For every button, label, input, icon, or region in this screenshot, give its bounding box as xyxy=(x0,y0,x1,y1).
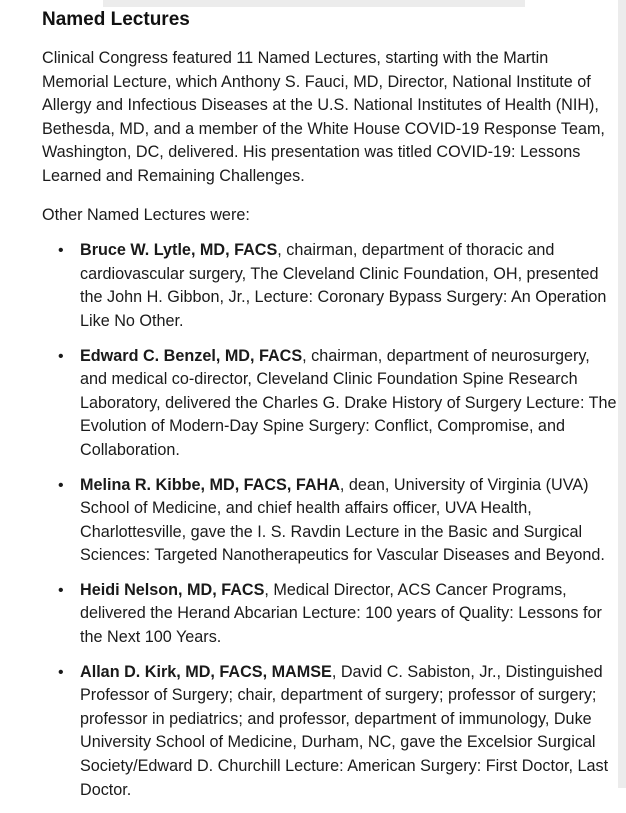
lecture-description: , chairman, department of neurosurgery, and medical co-director, Cleveland Clinic Foundation Spine Research Laboratory, delivered the Charles G. Drake History of Surgery Lecture: The Evolution of Modern-Day Spine Surgery: Conflict, Compromise, and Collaboration. xyxy=(80,346,617,459)
other-lectures-heading: Other Named Lectures were: xyxy=(42,205,250,224)
scrollbar-track[interactable] xyxy=(618,0,626,788)
list-item xyxy=(42,345,617,463)
lecture-description: , chairman, department of thoracic and cardiovascular surgery, The Cleveland Clinic Foundation, OH, presented the John H. Gibbon, Jr., Lecture: Coronary Bypass Surgery: An Operation Like No Other. xyxy=(80,241,607,330)
bullet-icon: • xyxy=(58,663,64,681)
lecturer-name: Allan D. Kirk, MD, FACS, MAMSE xyxy=(80,662,332,681)
list-item xyxy=(42,474,617,568)
lecture-list xyxy=(42,239,617,802)
lecturer-name: Edward C. Benzel, MD, FACS xyxy=(80,346,303,365)
lecture-description: , Medical Director, ACS Cancer Programs, delivered the Herand Abcarian Lecture: 100 years of Quality: Lessons for the Next 100 Years. xyxy=(80,580,602,647)
article-section xyxy=(42,8,617,813)
bullet-icon: • xyxy=(58,347,64,365)
list-item xyxy=(42,661,617,803)
section-title: Named Lectures xyxy=(42,9,190,30)
lecture-description: , dean, University of Virginia (UVA) School of Medicine, and chief health affairs officer, UVA Health, Charlottesville, gave the I. S. Ravdin Lecture in the Basic and Surgical Sciences: Targeted Nanotherapeutics for Vascular Diseases and Beyond. xyxy=(80,475,605,565)
lecturer-name: Heidi Nelson, MD, FACS xyxy=(80,580,265,599)
bullet-icon: • xyxy=(58,476,64,494)
lecturer-name: Bruce W. Lytle, MD, FACS xyxy=(80,241,278,260)
top-divider-block xyxy=(103,0,525,7)
lecturer-name: Melina R. Kibbe, MD, FACS, FAHA xyxy=(80,475,340,494)
lecture-description: , David C. Sabiston, Jr., Distinguished Professor of Surgery; chair, department of surgery; professor of surgery; professor in pediatrics; and professor, department of immunology, Duke University School of Medicine, Durham, NC, gave the Excelsior Surgical Society/Edward D. Churchill Lecture: American Surgery: First Doctor, Last Doctor. xyxy=(80,662,609,799)
list-item xyxy=(42,579,617,650)
bullet-icon: • xyxy=(58,581,64,599)
list-item xyxy=(42,239,617,333)
bullet-icon: • xyxy=(58,242,64,260)
intro-paragraph: Clinical Congress featured 11 Named Lectures, starting with the Martin Memorial Lecture, which Anthony S. Fauci, MD, Director, National Institute of Allergy and Infectious Diseases at the U.S. National Institutes of Health (NIH), Bethesda, MD, and a member of the White House COVID-19 Response Team, Washington, DC, delivered. His presentation was titled COVID-19: Lessons Learned and Remaining Challenges. xyxy=(42,49,605,185)
